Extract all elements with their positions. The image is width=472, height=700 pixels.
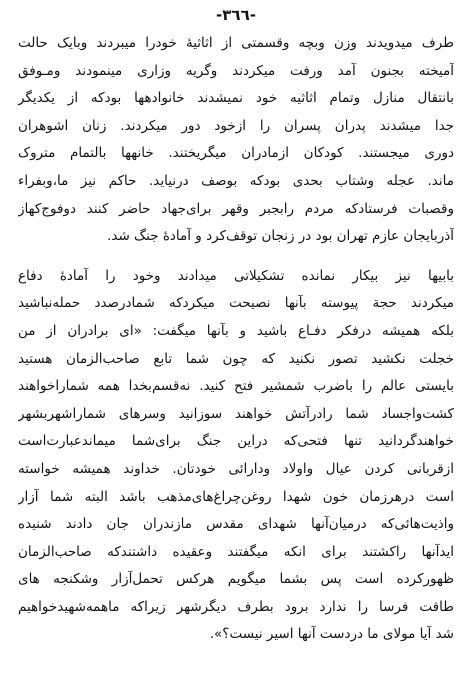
- text-line: میکردند حجة پیوسته بآنها نصیحت میکردکه شمادرصدد حمله‌نباشید: [18, 295, 454, 312]
- paragraph-gap: [18, 251, 454, 263]
- text-line: بابیها نیز بیکار نمانده تشکیلاتی میدادند وخود را آمادهٔ دفاع: [18, 267, 454, 284]
- text-line: آمیخته بجنون آمد ورفت میکردند وگریه وزاری مینمودند ومـوفق: [18, 62, 454, 79]
- text-line: وقصبات فرستادکه مردم رابجبر وقهر برای‌جهاد حاضر کنند دوفوج‌کهاز: [18, 200, 454, 217]
- text-line: آذربایجان عازم تهران بود در زنجان توقف‌کرد و آمادهٔ جنگ شد.: [107, 228, 454, 245]
- text-line: ماند. عجله وشتاب بحدی بودکه بوصف درنیاید. حاکم نیز ما،وبفراء: [18, 172, 454, 189]
- text-line: بلکه همیشه درفکر دفـاع باشید و بآنها میگفت: «ای برادران از من: [18, 322, 454, 339]
- text-line: طاقت فرسا را ندارد برود بطرف دیگرشهر زیراکه ماهمه‌شهیدخواهیم: [18, 598, 454, 615]
- text-line: شد آیا مولای ما دردست آنها اسیر نیست؟».: [209, 626, 454, 643]
- text-line: کشت‌واجساد شما رادرآتش خواهند سوزانید وسرهای شماراشهربشهر: [18, 405, 454, 422]
- paragraph: [18, 30, 454, 251]
- text-line: بایستی عالم را باضرب شمشیر فتح کنید. نه‌قسم‌بخدا همه شماراخواهند: [18, 378, 454, 395]
- text-line: بانتقال منازل وتمام اثاثیه خود نمیشدند خانوادهها بودکه از یکدیگر: [18, 90, 454, 107]
- text-line: خجلت نکشید تصور نکنید که چون شما تابع صاحب‌الزمان هستید: [18, 350, 454, 367]
- text-line: جدا میشدند پدران پسران را ازخود دور میکردند. زنان اشوهران: [18, 117, 454, 134]
- text-line: واذیت‌هائی‌که درمیان‌آنها شهدای مقدس مازندران جان دادند شنیده: [18, 516, 454, 533]
- text-line: دوری میجستند. کودکان ازمادران میگریختند. خانهها بالتمام متروک: [18, 145, 454, 162]
- paragraph: [18, 263, 454, 649]
- text-line: طرف میدویدند وزن وبچه وقسمتی از اثاثیهٔ خودرا میبردند وبایک حالت: [18, 35, 454, 51]
- text-line: اید‌آنها را‌کشتند برای انکه میگفتند وعقیده داشتندکه صاحب‌الزمان: [18, 543, 454, 560]
- text-line: خواهندگردانید تنها فتحی‌که دراین جنگ برای‌شما میماندعبارت‌است: [18, 433, 454, 450]
- text-line: است درهرزمان خون شهدا روغن‌چراغ‌های‌مذهب باشد البته شما آزار: [18, 488, 454, 505]
- body-text: [18, 30, 454, 649]
- page-number: -٣٦٦-: [216, 6, 256, 24]
- text-line: ظهورکرده است پس بشما میگویم هرکس تحمل‌آزار وشکنجه های: [18, 571, 454, 588]
- text-line: ازقربانی کردن عیال واولاد ودارائی خودتان. خداوند همیشه خواسته: [18, 460, 454, 477]
